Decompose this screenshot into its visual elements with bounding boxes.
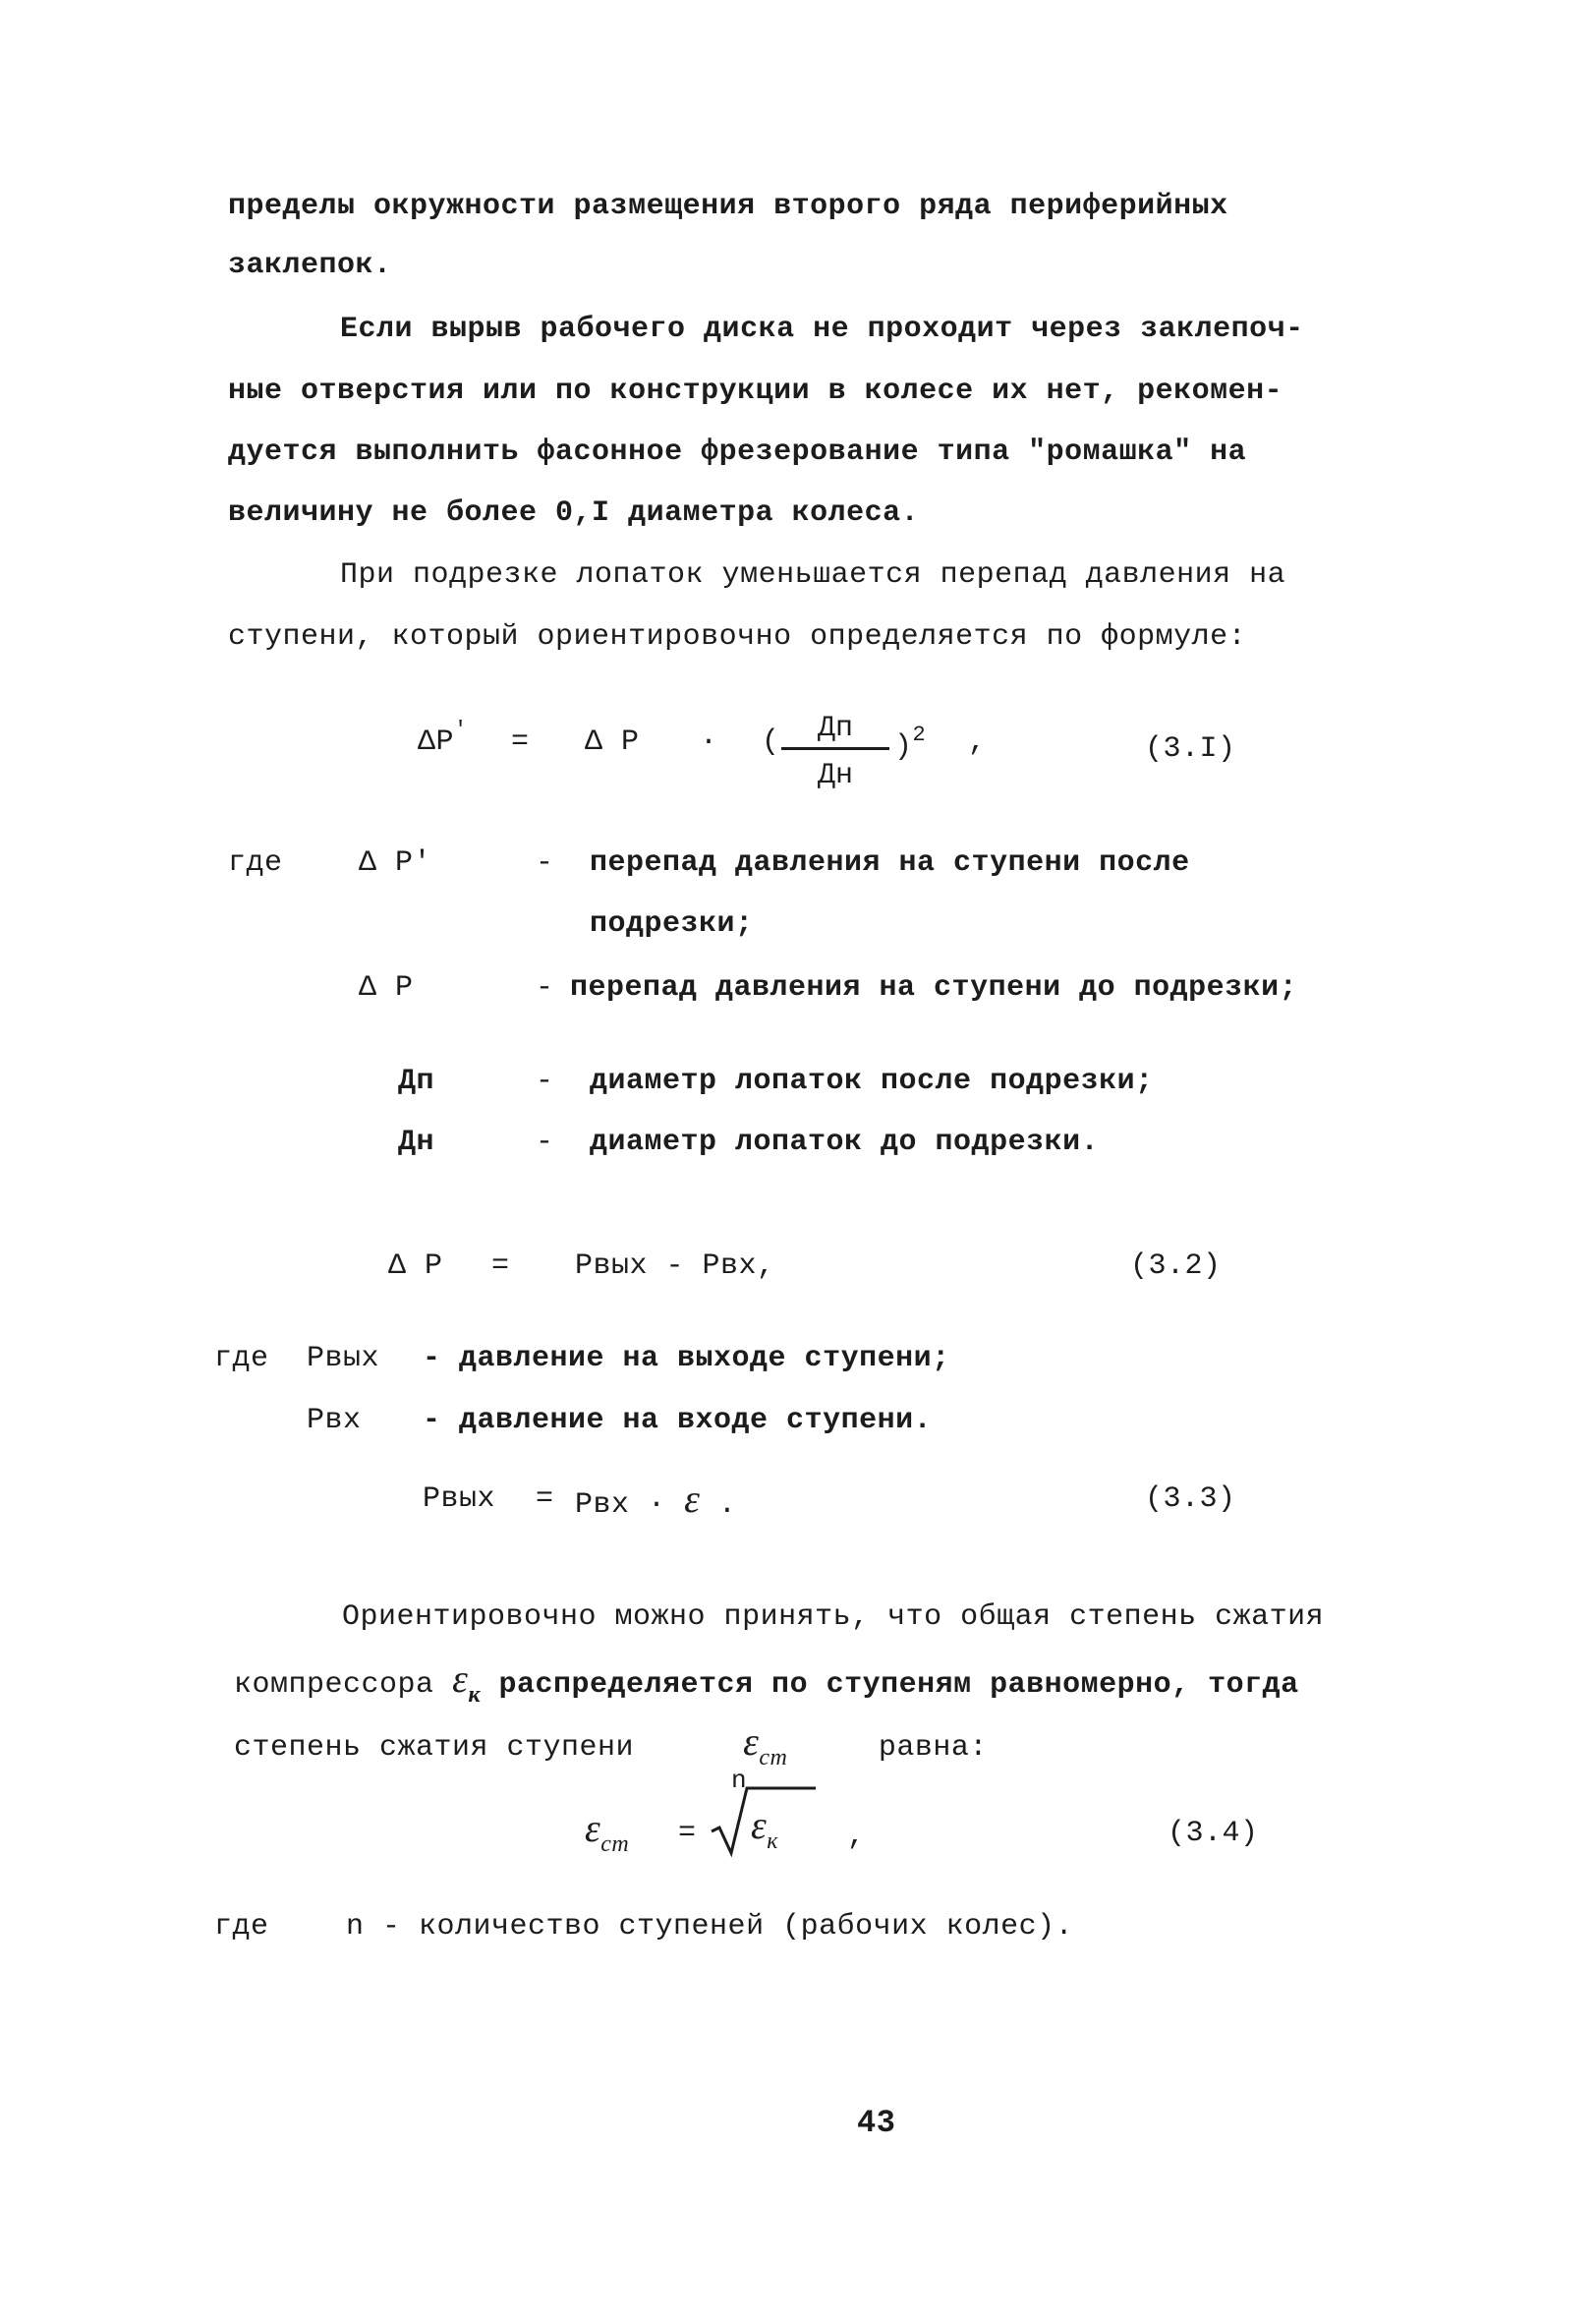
delta-symbol: Δ [418, 726, 436, 759]
formula1-comma: , [968, 726, 987, 759]
formula1-close-paren: )$^2$ [894, 723, 927, 764]
para4-line2: компрессора $\varepsilon_к$ распределяется по ступеням равномерно, тогда [234, 1656, 1299, 1708]
para2-line3: дуется выполнить фасонное фрезерование типа "ромашка" на [228, 435, 1247, 469]
para2-line2: ные отверстия или по конструкции в колесе их нет, рекомен- [228, 375, 1283, 408]
legend1-dash-4: - [536, 1126, 554, 1159]
formula1-dot: · [700, 726, 718, 759]
legend2-text-1: - давление на выходе ступени; [423, 1342, 950, 1375]
radicand: $\varepsilon_к$ [751, 1803, 778, 1854]
legend1-text-3: диаметр лопаток после подрезки; [590, 1065, 1154, 1098]
legend1-symbol-4: Дн [398, 1126, 435, 1159]
legend1-symbol-2: Δ P [359, 971, 414, 1005]
para1-line1: пределы окружности размещения второго ряда периферийных [228, 190, 1228, 223]
formula2-rhs: Рвых - Рвх, [575, 1249, 775, 1283]
root-index: n [731, 1766, 748, 1795]
formula3-rhs: Рвх · ε . [575, 1477, 737, 1522]
legend3-where: где [214, 1910, 269, 1944]
fraction-numerator: Дп [781, 710, 889, 750]
formula3-eq: = [536, 1482, 554, 1516]
para3-line1: При подрезке лопаток уменьшается перепад давления на [340, 558, 1286, 592]
legend1-text-4: диаметр лопаток до подрезки. [590, 1126, 1100, 1159]
formula4-lhs: $\varepsilon_{ст}$ [585, 1806, 630, 1857]
epsilon-symbol: ε [585, 1806, 601, 1850]
formula3-lhs: Рвых [423, 1482, 496, 1516]
formula1-lhs: ΔP′ [418, 718, 468, 759]
formula1-fraction [781, 710, 889, 795]
formula1-eq: = [511, 726, 530, 759]
legend2-symbol-1: Рвых [307, 1342, 380, 1375]
formula2-eq: = [491, 1249, 510, 1283]
para4-line1: Ориентировочно можно принять, что общая степень сжатия [342, 1600, 1325, 1634]
legend1-dash-3: - [536, 1065, 554, 1098]
epsilon-symbol: ε [743, 1719, 760, 1764]
epsilon-symbol: ε [751, 1803, 768, 1847]
epsilon-symbol: ε [452, 1656, 469, 1701]
para1-line2: заклепок. [228, 249, 392, 282]
legend2-text-2: - давление на входе ступени. [423, 1404, 933, 1437]
para2-line1: Если вырыв рабочего диска не проходит через заклепоч- [340, 313, 1304, 346]
legend1-dash-1: - [536, 846, 554, 880]
legend1-dash-2: - [536, 971, 554, 1005]
legend1-where: где [228, 846, 283, 880]
page-number: 43 [857, 2105, 896, 2141]
formula1-open-paren: ( [762, 726, 780, 759]
formula4-number: (3.4) [1168, 1817, 1259, 1850]
formula2-lhs: Δ P [388, 1249, 443, 1283]
legend1-text-1: перепад давления на ступени после [590, 846, 1190, 880]
formula3-number: (3.3) [1145, 1482, 1236, 1516]
legend3-text: n - количество ступеней (рабочих колес). [346, 1910, 1074, 1944]
delta-symbol: Δ [585, 726, 603, 759]
para4-line3: степень сжатия ступени $\varepsilon_{ст}$ равна: [234, 1719, 988, 1771]
formula4-comma: , [847, 1820, 866, 1853]
formula1-number: (3.I) [1145, 732, 1236, 766]
epsilon-symbol: ε [684, 1477, 701, 1521]
legend1-symbol-1: Δ P′ [359, 846, 432, 880]
legend2-where: где [214, 1342, 269, 1375]
para3-line2: ступени, который ориентировочно определяется по формуле: [228, 620, 1247, 654]
legend1-symbol-3: Дп [398, 1065, 435, 1098]
legend1-text-2: перепад давления на ступени до подрезки; [570, 971, 1298, 1005]
legend2-symbol-2: Рвх [307, 1404, 362, 1437]
formula1-rhs: Δ P [585, 726, 640, 759]
fraction-denominator: Дн [817, 759, 853, 792]
para2-line4: величину не более 0,I диаметра колеса. [228, 496, 920, 530]
formula4-root [710, 1766, 818, 1858]
formula4-eq: = [678, 1817, 697, 1850]
legend1-text-1b: подрезки; [590, 907, 754, 941]
formula2-number: (3.2) [1130, 1249, 1222, 1283]
